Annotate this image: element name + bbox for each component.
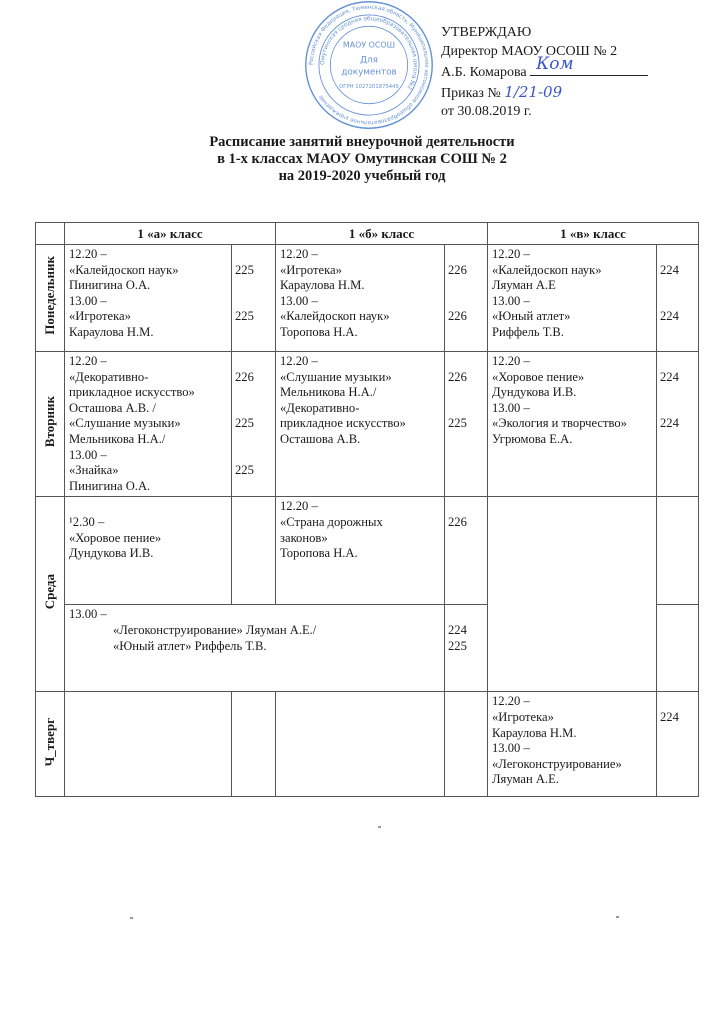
day-label: Понедельник bbox=[42, 256, 58, 336]
room-number: 224 bbox=[660, 709, 679, 724]
room-number bbox=[235, 294, 272, 310]
cell-line: «Игротека» bbox=[492, 709, 554, 724]
room-number: 225 bbox=[235, 262, 254, 277]
header-class-a: 1 «а» класс bbox=[65, 223, 276, 245]
room bbox=[232, 692, 276, 797]
cell-line: «Знайка» bbox=[69, 463, 119, 478]
cell-line: «Слушание музыки» bbox=[69, 416, 181, 431]
room-number bbox=[448, 278, 484, 294]
day-tuesday bbox=[36, 352, 65, 497]
row-monday bbox=[36, 245, 699, 352]
svg-text:Омутинская средняя общеобразов bbox=[320, 16, 418, 90]
stamp-outer-text: Российская Федерация, Тюменская область, Муниципальное автономное общеобразовательное учреждение bbox=[308, 4, 430, 126]
room-number bbox=[448, 499, 484, 515]
room bbox=[657, 245, 699, 352]
cell-line: Мельникова Н.А./ bbox=[280, 385, 377, 400]
cell-line: 13.00 – bbox=[492, 400, 530, 415]
signature-line bbox=[530, 54, 648, 76]
room-number: 225 bbox=[448, 416, 467, 431]
title-line-2: в 1-х классах МАОУ Омутинская СОШ № 2 bbox=[217, 151, 507, 167]
cell-line: 12.20 – bbox=[69, 354, 107, 368]
row-tuesday bbox=[36, 352, 699, 497]
room-number bbox=[660, 247, 695, 263]
scan-speck bbox=[130, 917, 133, 919]
stamp-inner-text: Омутинская средняя общеобразовательная школа №2 bbox=[320, 16, 418, 91]
cell-line: 12.20 – bbox=[492, 247, 530, 261]
cell-line: «Легоконструирование» bbox=[492, 756, 622, 771]
header-empty bbox=[36, 223, 65, 245]
room-number: 226 bbox=[448, 514, 467, 529]
day-wednesday bbox=[36, 497, 65, 692]
room bbox=[445, 497, 488, 605]
room bbox=[445, 692, 488, 797]
room-number bbox=[448, 247, 484, 263]
cell-empty bbox=[276, 692, 445, 797]
schedule-table bbox=[35, 222, 699, 797]
cell-line: Осташова А.В. bbox=[280, 431, 361, 446]
room bbox=[232, 497, 276, 605]
room bbox=[445, 352, 488, 497]
joint-room-1: 224 bbox=[448, 622, 467, 637]
cell-empty bbox=[65, 692, 232, 797]
cell-line: «Юный атлет» bbox=[492, 309, 571, 324]
room bbox=[657, 692, 699, 797]
cell bbox=[488, 692, 657, 797]
room bbox=[232, 245, 276, 352]
cell-line: Торопова Н.А. bbox=[280, 324, 358, 339]
cell bbox=[488, 245, 657, 352]
cell-line: Пинигина О.А. bbox=[69, 278, 151, 293]
room-number: 226 bbox=[235, 369, 254, 384]
row-wednesday-1 bbox=[36, 497, 699, 605]
scan-speck bbox=[378, 826, 381, 828]
joint-line-2: «Юный атлет» Риффель Т.В. bbox=[113, 638, 267, 653]
title-line-3: на 2019-2020 учебный год bbox=[278, 168, 446, 184]
room-number bbox=[660, 354, 695, 370]
cell-line: 12.20 – bbox=[280, 247, 318, 261]
room-number: 226 bbox=[448, 309, 467, 324]
room-number bbox=[235, 278, 272, 294]
room-number: 224 bbox=[660, 416, 679, 431]
cell-line: Угрюмова Е.А. bbox=[492, 431, 573, 446]
scan-speck bbox=[616, 916, 619, 918]
cell-line: Дундукова И.В. bbox=[492, 385, 577, 400]
page-title bbox=[0, 134, 724, 185]
room-number: 224 bbox=[660, 309, 679, 324]
header-class-b: 1 «б» класс bbox=[276, 223, 488, 245]
day-thursday bbox=[36, 692, 65, 797]
cell-line: Торопова Н.А. bbox=[280, 546, 358, 561]
room bbox=[445, 605, 488, 692]
cell-line: «Калейдоскоп наук» bbox=[69, 262, 179, 277]
cell-line: 12.20 – bbox=[280, 354, 318, 368]
room-number bbox=[660, 694, 695, 710]
approval-heading: УТВЕРЖДАЮ bbox=[441, 25, 532, 40]
cell-line: 13.00 – bbox=[69, 447, 107, 462]
cell bbox=[276, 497, 445, 605]
cell-line: Караулова Н.М. bbox=[492, 725, 577, 740]
cell-line: 12.20 – bbox=[69, 247, 107, 261]
cell-line: 13.00 – bbox=[492, 293, 530, 308]
order-label: Приказ № bbox=[441, 85, 501, 101]
room-number bbox=[660, 401, 695, 417]
day-label: Среда bbox=[42, 574, 58, 610]
cell-line: 12.20 – bbox=[492, 694, 530, 709]
room-number bbox=[235, 432, 272, 448]
cell bbox=[276, 352, 445, 497]
joint-line-1: «Легоконструирование» Ляуман А.Е./ bbox=[113, 622, 317, 637]
room-number bbox=[660, 294, 695, 310]
joint-time: 13.00 – bbox=[69, 607, 107, 622]
room-number bbox=[660, 385, 695, 401]
cell-line: «Хоровое пение» bbox=[492, 369, 585, 384]
cell bbox=[276, 245, 445, 352]
cell-line: «Игротека» bbox=[280, 262, 342, 277]
cell-line: прикладное искусство» bbox=[69, 385, 195, 400]
stamp-school: МАОУ ОСОШ bbox=[342, 40, 396, 50]
approval-order bbox=[441, 83, 648, 104]
room-number bbox=[235, 247, 272, 263]
stamp-ogrn: ОГРН 1027201875445 bbox=[339, 83, 399, 90]
room-number bbox=[448, 354, 484, 370]
day-label: Вторник bbox=[42, 396, 58, 448]
approval-position: Директор МАОУ ОСОШ № 2 bbox=[441, 43, 618, 59]
cell-line: Пинигина О.А. bbox=[69, 478, 151, 493]
room-number: 224 bbox=[660, 262, 679, 277]
cell-line: 13.00 – bbox=[492, 741, 530, 756]
cell-line: «Декоративно- bbox=[69, 369, 149, 384]
cell-line: 12.20 – bbox=[280, 499, 318, 514]
room-number: 225 bbox=[235, 463, 254, 478]
room-number bbox=[448, 385, 484, 401]
cell-line: 13.00 – bbox=[69, 293, 107, 308]
cell-line: прикладное искусство» bbox=[280, 416, 406, 431]
cell-line: законов» bbox=[280, 530, 328, 545]
cell-line: Дундукова И.В. bbox=[69, 546, 154, 561]
header-row bbox=[36, 223, 699, 245]
title-line-1: Расписание занятий внеурочной деятельности bbox=[209, 134, 515, 150]
cell-line: Караулова Н.М. bbox=[280, 278, 365, 293]
cell-line: ¹2.30 – bbox=[69, 514, 105, 529]
room-number bbox=[235, 385, 272, 401]
approval-name: А.Б. Комарова bbox=[441, 65, 527, 81]
room-number bbox=[235, 354, 272, 370]
cell-line: «Игротека» bbox=[69, 309, 131, 324]
joint-cell bbox=[65, 605, 445, 692]
cell-line: «Страна дорожных bbox=[280, 514, 383, 529]
cell-line: «Калейдоскоп наук» bbox=[492, 262, 602, 277]
cell-line: «Декоративно- bbox=[280, 400, 360, 415]
room-number bbox=[660, 278, 695, 294]
approval-date: от 30.08.2019 г. bbox=[441, 104, 532, 120]
room bbox=[657, 352, 699, 497]
cell-line: 13.00 – bbox=[280, 293, 318, 308]
day-label: Ч_тверг bbox=[42, 717, 58, 767]
school-stamp bbox=[304, 0, 434, 130]
cell-line: «Слушание музыки» bbox=[280, 369, 392, 384]
room-number bbox=[448, 401, 484, 417]
room-number bbox=[448, 294, 484, 310]
room-number: 226 bbox=[448, 262, 467, 277]
cell-line: «Калейдоскоп наук» bbox=[280, 309, 390, 324]
cell-line: «Хоровое пение» bbox=[69, 530, 162, 545]
cell-line: «Экология и творчество» bbox=[492, 416, 627, 431]
cell-line bbox=[69, 499, 227, 515]
header-class-c: 1 «в» класс bbox=[488, 223, 699, 245]
room bbox=[232, 352, 276, 497]
room bbox=[657, 497, 699, 605]
cell bbox=[65, 352, 232, 497]
cell-line: Ляуман А.Е bbox=[492, 278, 556, 293]
cell-line: Мельникова Н.А./ bbox=[69, 431, 166, 446]
cell-line: Риффель Т.В. bbox=[492, 324, 564, 339]
cell-empty bbox=[488, 497, 657, 692]
approval-name-line bbox=[441, 54, 648, 83]
joint-room-2: 225 bbox=[448, 638, 467, 653]
stamp-center-2: документов bbox=[341, 67, 397, 78]
room-number bbox=[235, 401, 272, 417]
day-monday bbox=[36, 245, 65, 352]
cell-line: Ляуман А.Е. bbox=[492, 772, 559, 787]
cell bbox=[65, 245, 232, 352]
cell-line: Осташова А.В. / bbox=[69, 400, 156, 415]
order-number: 1/21-09 bbox=[504, 82, 563, 101]
cell bbox=[65, 497, 232, 605]
approval-block bbox=[441, 24, 648, 122]
cell-line: Караулова Н.М. bbox=[69, 324, 154, 339]
room bbox=[445, 245, 488, 352]
room-number: 225 bbox=[235, 309, 254, 324]
room-number bbox=[235, 448, 272, 464]
room bbox=[657, 605, 699, 692]
room-number: 224 bbox=[660, 369, 679, 384]
cell bbox=[488, 352, 657, 497]
cell-line: 12.20 – bbox=[492, 354, 530, 368]
signature: Ком bbox=[536, 54, 574, 75]
row-thursday bbox=[36, 692, 699, 797]
stamp-center-1: Для bbox=[360, 55, 378, 66]
room-number: 226 bbox=[448, 369, 467, 384]
room-number: 225 bbox=[235, 416, 254, 431]
